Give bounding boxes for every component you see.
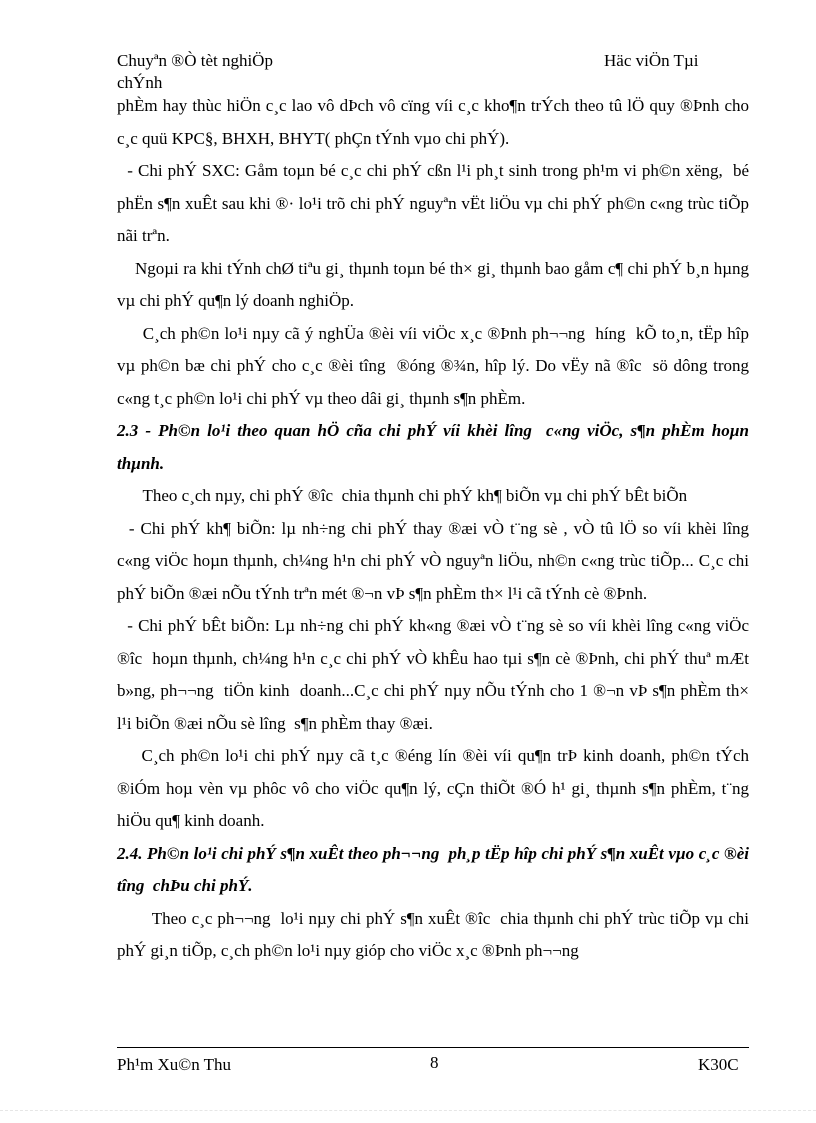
- paragraph: Ngoµi ra khi tÝnh chØ tiªu gi¸ thµnh toµn bé th× gi¸ thµnh bao gåm c¶ chi phÝ b¸n hµng vµ chi phÝ qu¶n lý doanh nghiÖp.: [117, 258, 754, 310]
- paragraph: C¸ch ph©n lo¹i nµy cã ý nghÜa ®èi víi viÖc x¸c ®Þnh ph¬¬ng híng kÕ to¸n, tËp hîp vµ ph©n bæ chi phÝ cho c¸c ®èi tîng ®óng ®¾n, hîp lý. Do vËy nã ®îc sö dông trong c«ng t¸c ph©n lo¹i chi phÝ vµ theo dâi gi¸ thµnh s¶n phÈm.: [117, 323, 754, 408]
- footer-class-code: K30C: [698, 1055, 739, 1074]
- paragraph: Theo c¸ch nµy, chi phÝ ®îc chia thµnh chi phÝ kh¶ biÕn vµ chi phÝ bÊt biÕn: [117, 486, 688, 505]
- paragraph: - Chi phÝ SXC: Gåm toµn bé c¸c chi phÝ cßn l¹i ph¸t sinh trong ph¹m vi ph©n xëng, bé phËn s¶n xuÊt sau khi ®· lo¹i trõ chi phÝ nguyªn vËt liÖu vµ chi phÝ ph©n c«ng trùc tiÕp nãi trªn.: [117, 161, 754, 245]
- paragraph: - Chi phÝ bÊt biÕn: Lµ nh÷ng chi phÝ kh«ng ®æi vÒ t¨ng sè so víi khèi lîng c«ng viÖc ®îc hoµn thµnh, ch¼ng h¹n c¸c chi phÝ vÒ khÊu hao tµi s¶n cè ®Þnh, chi phÝ thuª mÆt b»ng, ph¬¬ng tiÖn kinh doanh...C¸c chi phÝ nµy nÕu tÝnh cho 1 ®¬n vÞ s¶n phÈm th× l¹i biÕn ®æi nÕu sè lîng s¶n phÈm thay ®æi.: [117, 616, 754, 733]
- header-left-line2: chÝnh: [117, 73, 163, 92]
- document-body: [117, 90, 758, 968]
- header-left: [117, 50, 337, 94]
- section-heading: 2.4. Ph©n lo¹i chi phÝ s¶n xuÊt theo ph¬¬ng ph¸p tËp hîp chi phÝ s¶n xuÊt vµo c¸c ®èi tîng chÞu chi phÝ.: [117, 843, 754, 895]
- paragraph: Theo c¸c ph¬¬ng lo¹i nµy chi phÝ s¶n xuÊt ®îc chia thµnh chi phÝ trùc tiÕp vµ chi phÝ gi¸n tiÕp, c¸ch ph©n lo¹i nµy gióp cho viÖc x¸c ®Þnh ph¬¬ng: [117, 908, 754, 960]
- page-number: 8: [430, 1053, 439, 1072]
- header-left-line1: Chuyªn ®Ò tèt nghiÖp: [117, 51, 273, 70]
- paragraph: C¸ch ph©n lo¹i chi phÝ nµy cã t¸c ®éng lín ®èi víi qu¶n trÞ kinh doanh, ph©n tÝch ®iÓm hoµ vèn vµ phôc vô cho viÖc qu¶n lý, cÇn thiÕt ®Ó h¹ gi¸ thµnh s¶n phÈm, t¨ng hiÖu qu¶ kinh doanh.: [117, 746, 754, 830]
- paragraph: - Chi phÝ kh¶ biÕn: lµ nh÷ng chi phÝ thay ®æi vÒ t¨ng sè , vÒ tû lÖ so víi khèi lîng c«ng viÖc hoµn thµnh, ch¼ng h¹n chi phÝ vÒ nguyªn liÖu, nh©n c«ng trùc tiÕp... C¸c chi phÝ biÕn ®æi nÕu tÝnh trªn mét ®¬n vÞ s¶n phÈm th× l¹i cã tÝnh cè ®Þnh.: [117, 518, 758, 603]
- footer-author: Ph¹m Xu©n Thu: [117, 1055, 232, 1074]
- paragraph: phÈm hay thùc hiÖn c¸c lao vô dÞch vô cïng víi c¸c kho¶n trÝch theo tû lÖ quy ®Þnh cho c¸c quü KPC§, BHXH, BHYT( phÇn tÝnh vµo chi phÝ).: [117, 96, 754, 148]
- section-heading: 2.3 - Ph©n lo¹i theo quan hÖ cña chi phÝ víi khèi lîng c«ng viÖc, s¶n phÈm hoµn thµnh.: [117, 421, 754, 473]
- page-bottom-edge: [0, 1110, 816, 1111]
- footer-divider: [117, 1047, 749, 1048]
- header-right: Häc viÖn Tµi: [604, 51, 699, 70]
